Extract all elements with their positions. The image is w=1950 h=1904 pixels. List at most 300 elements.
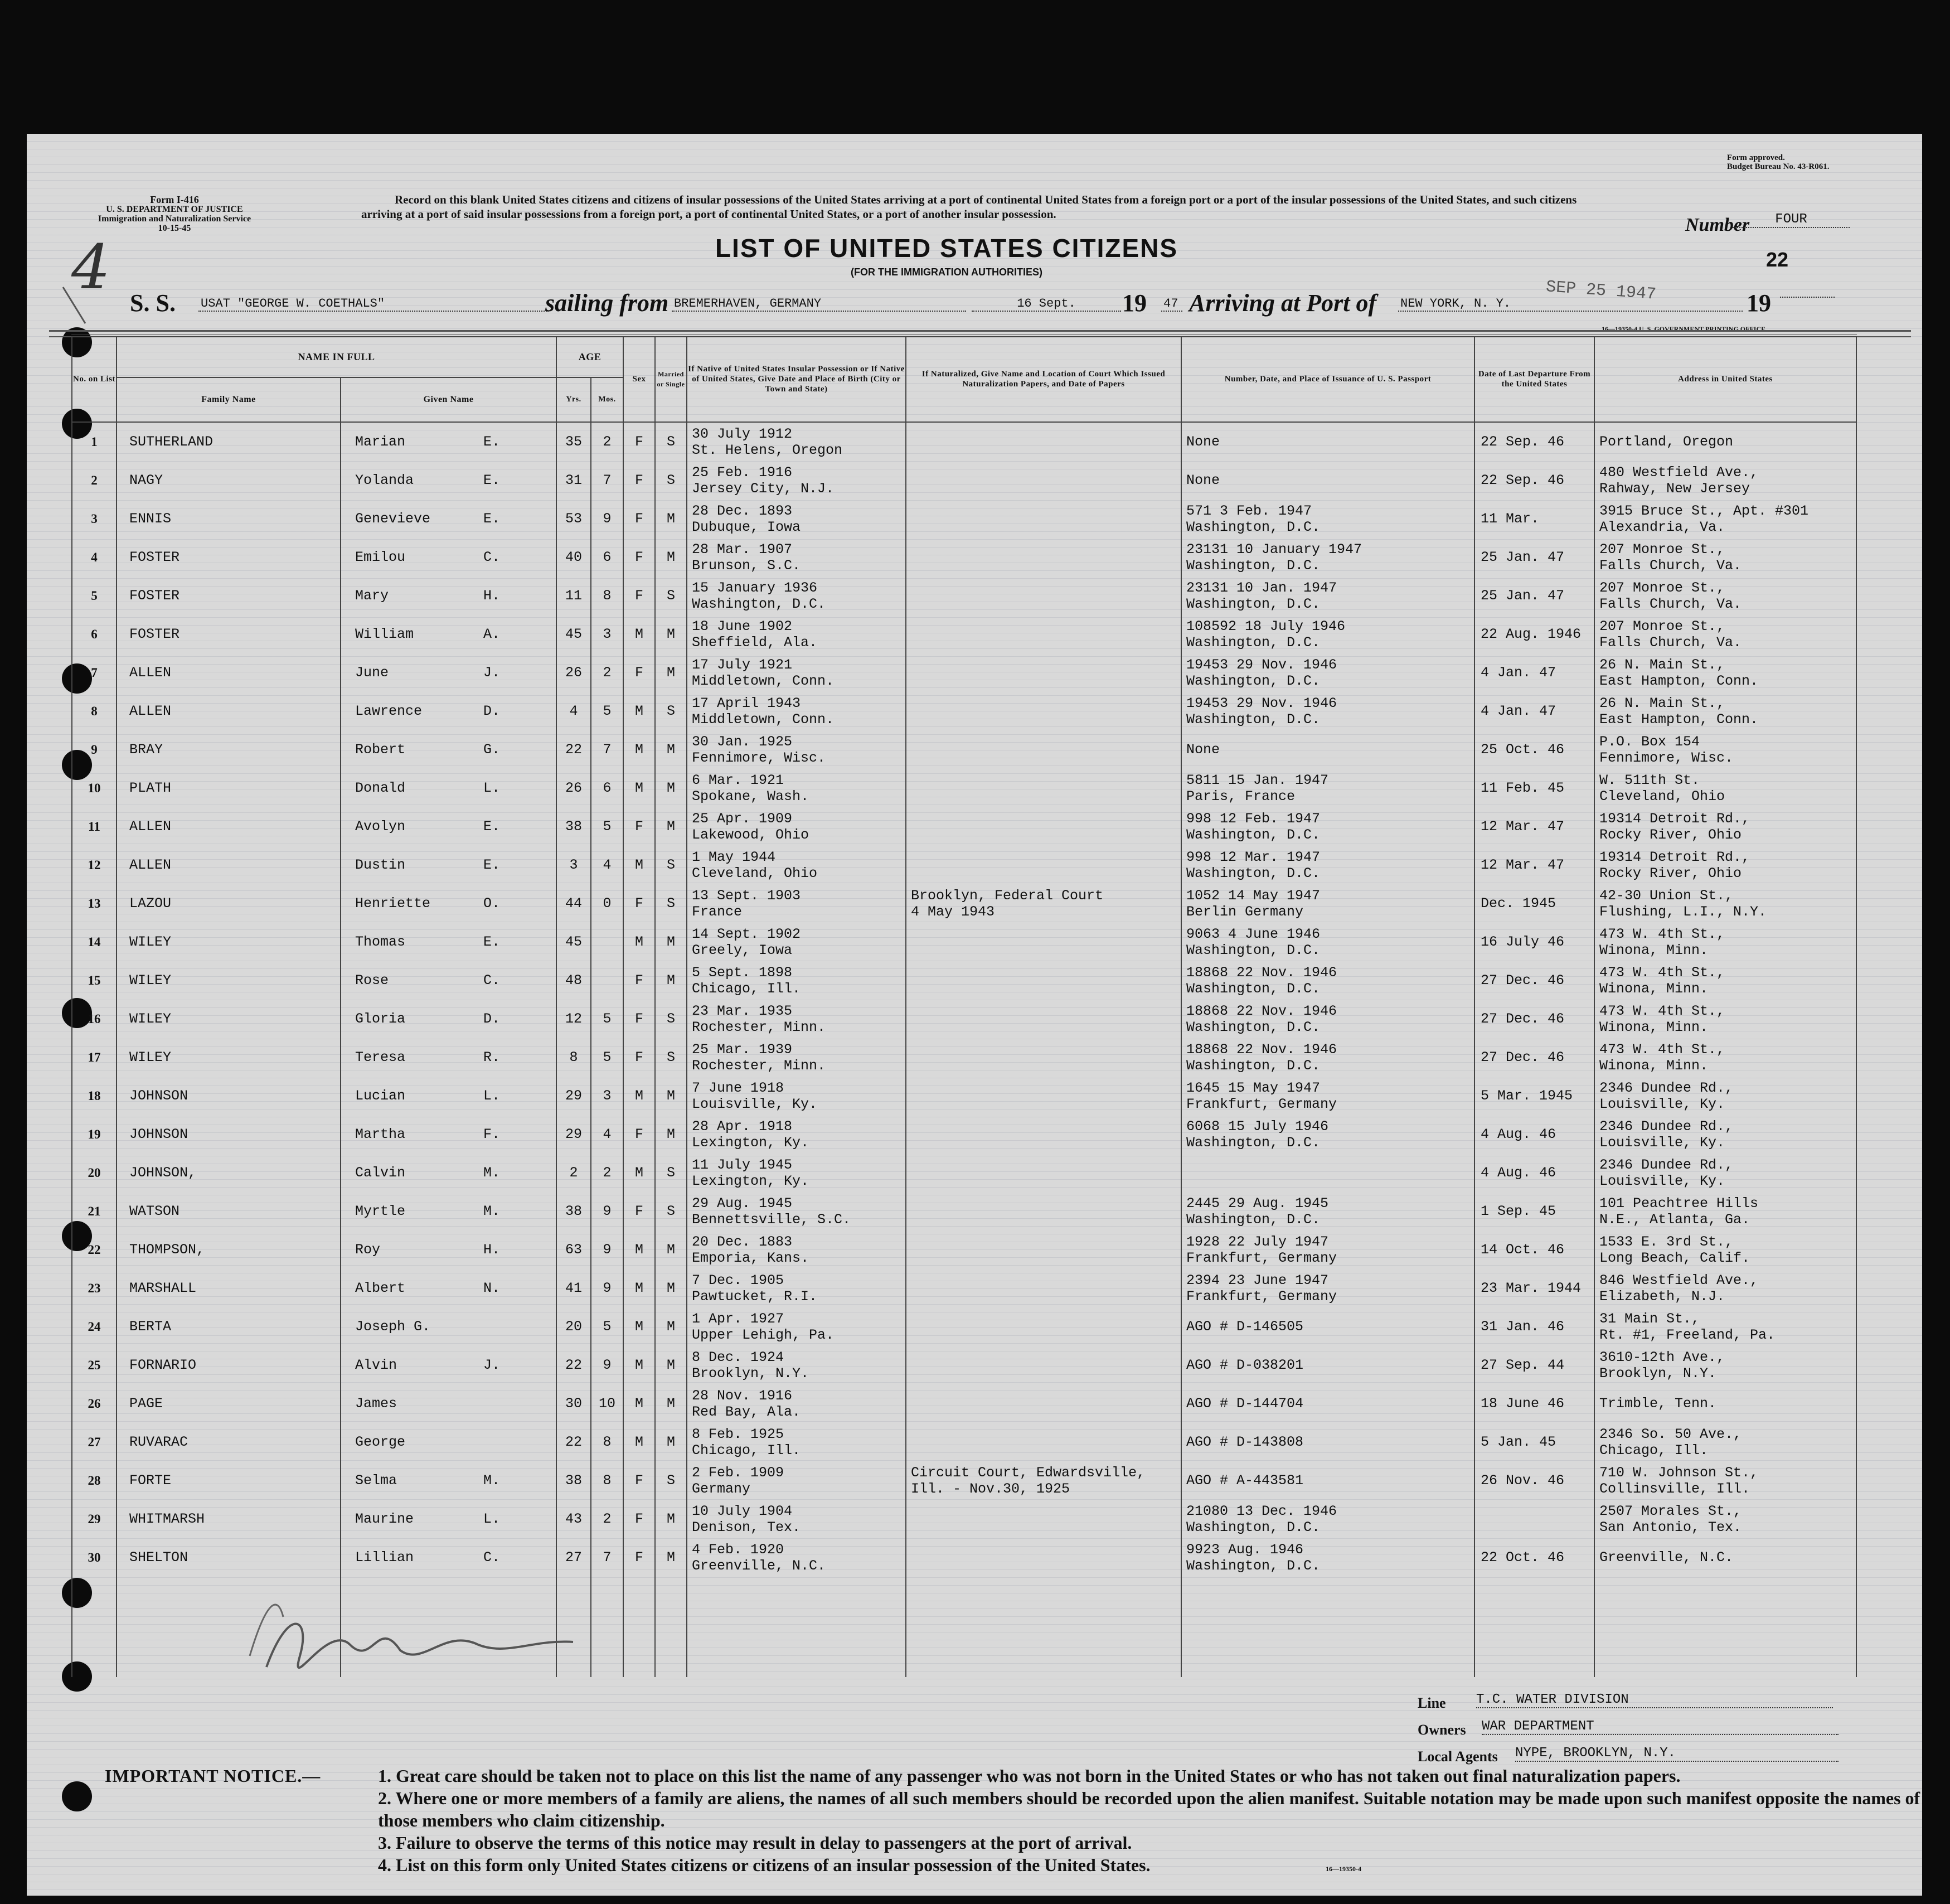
- table-row: [72, 884, 1856, 923]
- age-years: 12: [556, 1000, 591, 1038]
- birth-info-line1: 8 Feb. 1925: [692, 1426, 784, 1442]
- notice-item-2: 2. Where one or more members of a family are aliens, the names of all such members should be recorded upon the alien manifest. Suitable notation may be made upon such manifest opposite the names of those members who claim citizenship.: [378, 1788, 1920, 1830]
- sailing-label: sailing from: [545, 289, 669, 317]
- given-name-cell: [341, 576, 556, 615]
- sex: F: [623, 538, 655, 576]
- header-address: Address in United States: [1594, 336, 1856, 422]
- age-years: 43: [556, 1500, 591, 1538]
- given-name: June: [355, 665, 389, 681]
- passport-info: [1181, 576, 1474, 615]
- us-address-line2: Rahway, New Jersey: [1599, 480, 1750, 497]
- last-departure: 14 Oct. 46: [1474, 1230, 1594, 1269]
- birth-info: [687, 807, 906, 846]
- passport-info-line1: 998 12 Feb. 1947: [1186, 810, 1321, 827]
- birth-info-line1: 1 May 1944: [692, 849, 776, 865]
- birth-info-line2: Louisville, Ky.: [692, 1096, 818, 1112]
- sex: F: [623, 653, 655, 692]
- passport-info-line1: 18868 22 Nov. 1946: [1186, 1041, 1337, 1058]
- blank-cell: [72, 1577, 117, 1677]
- passport-info-line1: 19453 29 Nov. 1946: [1186, 656, 1337, 673]
- passport-info-line2: AGO # D-143808: [1186, 1434, 1304, 1450]
- given-name: Thomas: [355, 934, 406, 950]
- family-name: ALLEN: [117, 692, 341, 730]
- marital-status: S: [655, 576, 687, 615]
- table-row: [72, 807, 1856, 846]
- ship-name: USAT "GEORGE W. COETHALS": [198, 297, 549, 312]
- header-passport: Number, Date, and Place of Issuance of U. S. Passport: [1181, 336, 1474, 422]
- naturalization-info: [906, 1500, 1181, 1538]
- birth-info-line1: 11 July 1945: [692, 1156, 793, 1173]
- passport-info: [1181, 1423, 1474, 1461]
- passport-info: [1181, 692, 1474, 730]
- handwritten-page-mark: 4: [71, 231, 110, 303]
- blank-cell: [906, 1577, 1181, 1677]
- header-age: AGE: [556, 336, 623, 377]
- passport-info-line2: None: [1186, 434, 1220, 450]
- line-number: 7: [72, 653, 117, 692]
- last-departure: 12 Mar. 47: [1474, 807, 1594, 846]
- age-years: 41: [556, 1269, 591, 1307]
- age-months: 0: [591, 884, 623, 923]
- birth-info-line2: St. Helens, Oregon: [692, 442, 843, 458]
- us-address-line1: 26 N. Main St.,: [1599, 656, 1725, 673]
- header-naturalized: If Naturalized, Give Name and Location of Court Which Issued Naturalization Papers, and Date of Papers: [906, 336, 1181, 422]
- birth-info-line2: Brunson, S.C.: [692, 557, 801, 574]
- passport-info-line2: Washington, D.C.: [1186, 595, 1321, 612]
- naturalization-info: [906, 615, 1181, 653]
- age-years: 2: [556, 1154, 591, 1192]
- form-code: 16—19350-4: [1326, 1865, 1361, 1873]
- line-number: 10: [72, 769, 117, 807]
- birth-info: [687, 615, 906, 653]
- age-months: 4: [591, 1115, 623, 1154]
- age-months: 6: [591, 538, 623, 576]
- given-name-cell: [341, 1384, 556, 1423]
- number-value: FOUR: [1733, 212, 1850, 228]
- initial: C.: [483, 972, 501, 989]
- passport-info-line2: Berlin Germany: [1186, 903, 1304, 920]
- us-address-line2: Brooklyn, N.Y.: [1599, 1365, 1717, 1382]
- table-row: [72, 923, 1856, 961]
- family-name: FORNARIO: [117, 1346, 341, 1384]
- birth-info-line1: 28 Dec. 1893: [692, 502, 793, 519]
- departure-port: BREMERHAVEN, GERMANY: [672, 297, 966, 312]
- given-name: Henriette: [355, 895, 431, 912]
- passport-info: [1181, 1038, 1474, 1077]
- last-departure: 27 Dec. 46: [1474, 961, 1594, 1000]
- passport-info-line1: 1052 14 May 1947: [1186, 887, 1321, 904]
- initial: L.: [483, 1511, 501, 1527]
- birth-info: [687, 1000, 906, 1038]
- naturalization-info: [906, 692, 1181, 730]
- marital-status: S: [655, 692, 687, 730]
- birth-info-line2: Cleveland, Ohio: [692, 865, 818, 881]
- naturalization-info: [906, 1461, 1181, 1500]
- us-address-line2: Greenville, N.C.: [1599, 1549, 1734, 1566]
- birth-info-line1: 23 Mar. 1935: [692, 1002, 793, 1019]
- given-name-cell: [341, 538, 556, 576]
- age-months: [591, 961, 623, 1000]
- given-name-cell: [341, 615, 556, 653]
- naturalization-info: [906, 500, 1181, 538]
- owners-value: WAR DEPARTMENT: [1482, 1719, 1839, 1735]
- marital-status: S: [655, 884, 687, 923]
- naturalization-info: [906, 1115, 1181, 1154]
- line-number: 29: [72, 1500, 117, 1538]
- age-months: 2: [591, 422, 623, 461]
- year2-value: [1780, 297, 1835, 298]
- given-name: Marian: [355, 434, 406, 450]
- given-name-cell: [341, 500, 556, 538]
- us-address: [1594, 422, 1856, 461]
- marital-status: M: [655, 807, 687, 846]
- naturalization-info-line2: Ill. - Nov.30, 1925: [911, 1480, 1070, 1497]
- passport-info-line2: Washington, D.C.: [1186, 980, 1321, 997]
- birth-info: [687, 1269, 906, 1307]
- naturalization-info: [906, 461, 1181, 500]
- family-name: FORTE: [117, 1461, 341, 1500]
- line-number: 24: [72, 1307, 117, 1346]
- us-address-line1: 846 Westfield Ave.,: [1599, 1272, 1759, 1288]
- birth-info-line1: 10 July 1904: [692, 1503, 793, 1519]
- initial: E.: [483, 857, 501, 873]
- age-years: 40: [556, 538, 591, 576]
- form-approval: [1727, 153, 1830, 171]
- line-number: 22: [72, 1230, 117, 1269]
- birth-info-line1: 28 Mar. 1907: [692, 541, 793, 558]
- age-months: 5: [591, 692, 623, 730]
- us-address-line1: P.O. Box 154: [1599, 733, 1700, 750]
- agents-label: Local Agents: [1418, 1748, 1498, 1765]
- age-years: 27: [556, 1538, 591, 1577]
- us-address: [1594, 807, 1856, 846]
- line-number: 28: [72, 1461, 117, 1500]
- age-years: 11: [556, 576, 591, 615]
- birth-info-line2: France: [692, 903, 743, 920]
- sex: M: [623, 730, 655, 769]
- initial: A.: [483, 626, 501, 642]
- age-months: 7: [591, 1538, 623, 1577]
- sex: M: [623, 1346, 655, 1384]
- family-name: THOMPSON,: [117, 1230, 341, 1269]
- age-years: 29: [556, 1115, 591, 1154]
- us-address-line2: East Hampton, Conn.: [1599, 672, 1759, 689]
- birth-info-line2: Upper Lehigh, Pa.: [692, 1326, 835, 1343]
- table-row: [72, 1423, 1856, 1461]
- us-address-line1: W. 511th St.: [1599, 772, 1700, 788]
- given-name: Yolanda: [355, 472, 414, 488]
- marital-status: S: [655, 461, 687, 500]
- age-months: 10: [591, 1384, 623, 1423]
- header-yrs: Yrs.: [556, 377, 591, 422]
- passport-info-line1: 2445 29 Aug. 1945: [1186, 1195, 1329, 1212]
- last-departure: 22 Oct. 46: [1474, 1538, 1594, 1577]
- us-address-line2: Rocky River, Ohio: [1599, 826, 1742, 843]
- passport-info: [1181, 807, 1474, 846]
- birth-info: [687, 1230, 906, 1269]
- us-address: [1594, 1461, 1856, 1500]
- table-row: [72, 538, 1856, 576]
- naturalization-info: [906, 807, 1181, 846]
- sex: F: [623, 1000, 655, 1038]
- given-name-cell: [341, 769, 556, 807]
- passport-info-line1: 998 12 Mar. 1947: [1186, 849, 1321, 865]
- birth-info-line1: 25 Apr. 1909: [692, 810, 793, 827]
- given-name-cell: [341, 1000, 556, 1038]
- age-months: 5: [591, 1000, 623, 1038]
- age-months: 2: [591, 1500, 623, 1538]
- birth-info-line2: Emporia, Kans.: [692, 1249, 809, 1266]
- naturalization-info: [906, 923, 1181, 961]
- line-label: Line: [1418, 1695, 1446, 1711]
- date-stamp: SEP 25 1947: [1545, 278, 1657, 304]
- given-name: Calvin: [355, 1165, 406, 1181]
- blank-cell: [655, 1577, 687, 1677]
- given-name-cell: [341, 1077, 556, 1115]
- notice-heading: IMPORTANT NOTICE.—: [105, 1766, 321, 1786]
- us-address: [1594, 1000, 1856, 1038]
- marital-status: M: [655, 730, 687, 769]
- blank-cell: [1474, 1577, 1594, 1677]
- passport-info-line1: 9063 4 June 1946: [1186, 926, 1321, 942]
- table-row: [72, 1000, 1856, 1038]
- marital-status: S: [655, 1038, 687, 1077]
- given-name-cell: [341, 1115, 556, 1154]
- marital-status: M: [655, 500, 687, 538]
- age-years: 35: [556, 422, 591, 461]
- given-name-cell: [341, 461, 556, 500]
- table-row: [72, 422, 1856, 461]
- birth-info: [687, 961, 906, 1000]
- marital-status: M: [655, 961, 687, 1000]
- us-address-line2: Fennimore, Wisc.: [1599, 749, 1734, 766]
- naturalization-info: [906, 422, 1181, 461]
- us-address: [1594, 1077, 1856, 1115]
- passport-info-line2: Frankfurt, Germany: [1186, 1096, 1337, 1112]
- given-name-cell: [341, 653, 556, 692]
- passport-info: [1181, 1461, 1474, 1500]
- family-name: WILEY: [117, 1038, 341, 1077]
- marital-status: S: [655, 1154, 687, 1192]
- table-row: [72, 1384, 1856, 1423]
- us-address-line1: 42-30 Union St.,: [1599, 887, 1734, 904]
- passport-info-line1: 1928 22 July 1947: [1186, 1233, 1329, 1250]
- us-address: [1594, 1154, 1856, 1192]
- age-months: 4: [591, 846, 623, 884]
- last-departure: 5 Mar. 1945: [1474, 1077, 1594, 1115]
- naturalization-info: [906, 846, 1181, 884]
- sex: F: [623, 1192, 655, 1230]
- given-name: Mary: [355, 588, 389, 604]
- family-name: WILEY: [117, 1000, 341, 1038]
- birth-info-line2: Middletown, Conn.: [692, 672, 835, 689]
- given-name-cell: [341, 1346, 556, 1384]
- given-name-cell: [341, 1423, 556, 1461]
- passport-info-line1: 571 3 Feb. 1947: [1186, 502, 1312, 519]
- table-row: [72, 961, 1856, 1000]
- age-months: [591, 923, 623, 961]
- marital-status: M: [655, 1500, 687, 1538]
- given-name-cell: [341, 807, 556, 846]
- passport-info: [1181, 538, 1474, 576]
- birth-info-line1: 8 Dec. 1924: [692, 1349, 784, 1365]
- given-name: Avolyn: [355, 818, 406, 835]
- age-months: 6: [591, 769, 623, 807]
- last-departure: [1474, 1500, 1594, 1538]
- line-number: 19: [72, 1115, 117, 1154]
- agents-value: NYPE, BROOKLYN, N.Y.: [1515, 1746, 1839, 1762]
- given-name-cell: [341, 1269, 556, 1307]
- initial: E.: [483, 434, 501, 450]
- given-name: Lawrence: [355, 703, 423, 719]
- sex: F: [623, 884, 655, 923]
- birth-info-line1: 1 Apr. 1927: [692, 1310, 784, 1327]
- last-departure: 25 Jan. 47: [1474, 538, 1594, 576]
- given-name-cell: [341, 1154, 556, 1192]
- birth-info: [687, 1346, 906, 1384]
- us-address-line1: 207 Monroe St.,: [1599, 579, 1725, 596]
- given-name-cell: [341, 1230, 556, 1269]
- birth-info-line1: 17 July 1921: [692, 656, 793, 673]
- passport-info: [1181, 1115, 1474, 1154]
- given-name-cell: [341, 422, 556, 461]
- passport-info-line2: Washington, D.C.: [1186, 1557, 1321, 1574]
- initial: E.: [483, 934, 501, 950]
- birth-info: [687, 1384, 906, 1423]
- table-row: [72, 1154, 1856, 1192]
- age-months: 3: [591, 615, 623, 653]
- us-address-line2: Rocky River, Ohio: [1599, 865, 1742, 881]
- marital-status: M: [655, 1230, 687, 1269]
- age-months: 2: [591, 653, 623, 692]
- us-address-line2: Trimble, Tenn.: [1599, 1396, 1717, 1412]
- age-months: 8: [591, 1423, 623, 1461]
- passport-info-line2: Washington, D.C.: [1186, 1134, 1321, 1151]
- us-address: [1594, 1038, 1856, 1077]
- blank-cell: [623, 1577, 655, 1677]
- birth-info-line2: Spokane, Wash.: [692, 788, 809, 805]
- us-address: [1594, 1192, 1856, 1230]
- age-months: 9: [591, 1230, 623, 1269]
- birth-info: [687, 653, 906, 692]
- naturalization-info: [906, 1192, 1181, 1230]
- passport-info-line2: Washington, D.C.: [1186, 1211, 1321, 1228]
- us-address: [1594, 884, 1856, 923]
- family-name: BERTA: [117, 1307, 341, 1346]
- given-name: Alvin: [355, 1357, 397, 1373]
- passport-info-line1: 18868 22 Nov. 1946: [1186, 1002, 1337, 1019]
- us-address-line2: Winona, Minn.: [1599, 1019, 1709, 1035]
- marital-status: M: [655, 1346, 687, 1384]
- naturalization-info: [906, 1230, 1181, 1269]
- naturalization-info-line1: Circuit Court, Edwardsville,: [911, 1464, 1146, 1481]
- passport-info-line1: 9923 Aug. 1946: [1186, 1541, 1304, 1558]
- passport-info-line2: Washington, D.C.: [1186, 672, 1321, 689]
- initial: E.: [483, 511, 501, 527]
- last-departure: 27 Dec. 46: [1474, 1038, 1594, 1077]
- page-number: 22: [1766, 248, 1789, 271]
- birth-info: [687, 1192, 906, 1230]
- line-number: 18: [72, 1077, 117, 1115]
- given-name-cell: [341, 1192, 556, 1230]
- line-number: 11: [72, 807, 117, 846]
- us-address-line2: Alexandria, Va.: [1599, 519, 1725, 535]
- approved-text: Form approved.: [1727, 153, 1785, 162]
- line-number: 23: [72, 1269, 117, 1307]
- sex: M: [623, 1423, 655, 1461]
- passport-info-line1: 1645 15 May 1947: [1186, 1079, 1321, 1096]
- given-name: Selma: [355, 1472, 397, 1489]
- table-row: [72, 1346, 1856, 1384]
- age-years: 3: [556, 846, 591, 884]
- last-departure: 4 Aug. 46: [1474, 1115, 1594, 1154]
- marital-status: M: [655, 1115, 687, 1154]
- sex: M: [623, 1384, 655, 1423]
- us-address-line2: Portland, Oregon: [1599, 434, 1734, 450]
- birth-info: [687, 692, 906, 730]
- birth-info-line2: Denison, Tex.: [692, 1519, 801, 1535]
- us-address-line1: 26 N. Main St.,: [1599, 695, 1725, 711]
- age-months: 9: [591, 1192, 623, 1230]
- department: U. S. DEPARTMENT OF JUSTICE: [106, 205, 243, 214]
- birth-info-line1: 4 Feb. 1920: [692, 1541, 784, 1558]
- last-departure: 22 Aug. 1946: [1474, 615, 1594, 653]
- us-address: [1594, 1230, 1856, 1269]
- marital-status: M: [655, 769, 687, 807]
- birth-info-line1: 14 Sept. 1902: [692, 926, 801, 942]
- line-number: 14: [72, 923, 117, 961]
- birth-info: [687, 1154, 906, 1192]
- naturalization-info: [906, 1000, 1181, 1038]
- notice-item-4: 4. List on this form only United States citizens or citizens of an insular possession of the United States.: [378, 1855, 1151, 1875]
- us-address-line2: Winona, Minn.: [1599, 1057, 1709, 1074]
- age-years: 38: [556, 807, 591, 846]
- last-departure: 26 Nov. 46: [1474, 1461, 1594, 1500]
- family-name: JOHNSON: [117, 1077, 341, 1115]
- us-address-line1: 19314 Detroit Rd.,: [1599, 810, 1750, 827]
- budget-number: Budget Bureau No. 43-R061.: [1727, 162, 1830, 171]
- birth-info-line2: Rochester, Minn.: [692, 1019, 826, 1035]
- initial: H.: [483, 588, 501, 604]
- table-row: [72, 1038, 1856, 1077]
- sex: F: [623, 1538, 655, 1577]
- punch-hole: [62, 1781, 92, 1811]
- birth-info-line1: 18 June 1902: [692, 618, 793, 634]
- last-departure: 25 Oct. 46: [1474, 730, 1594, 769]
- us-address-line1: 2346 Dundee Rd.,: [1599, 1156, 1734, 1173]
- birth-info-line1: 7 June 1918: [692, 1079, 784, 1096]
- table-row: [72, 1269, 1856, 1307]
- passport-info-line2: Washington, D.C.: [1186, 1519, 1321, 1535]
- notice-item-1: 1. Great care should be taken not to place on this list the name of any passenger who was not born in the United States or who has not taken out final naturalization papers.: [378, 1766, 1681, 1786]
- pencil-tick-icon: [60, 284, 94, 329]
- age-months: 8: [591, 576, 623, 615]
- family-name: WHITMARSH: [117, 1500, 341, 1538]
- given-name: Roy: [355, 1242, 381, 1258]
- given-name: Dustin: [355, 857, 406, 873]
- birth-info: [687, 769, 906, 807]
- document-subtitle: (FOR THE IMMIGRATION AUTHORITIES): [851, 267, 1042, 278]
- last-departure: 22 Sep. 46: [1474, 461, 1594, 500]
- family-name: PLATH: [117, 769, 341, 807]
- sex: M: [623, 615, 655, 653]
- family-name: SHELTON: [117, 1538, 341, 1577]
- us-address: [1594, 615, 1856, 653]
- us-address-line1: 480 Westfield Ave.,: [1599, 464, 1759, 481]
- us-address-line1: 207 Monroe St.,: [1599, 541, 1725, 558]
- us-address-line1: 2346 So. 50 Ave.,: [1599, 1426, 1742, 1442]
- passport-info: [1181, 1307, 1474, 1346]
